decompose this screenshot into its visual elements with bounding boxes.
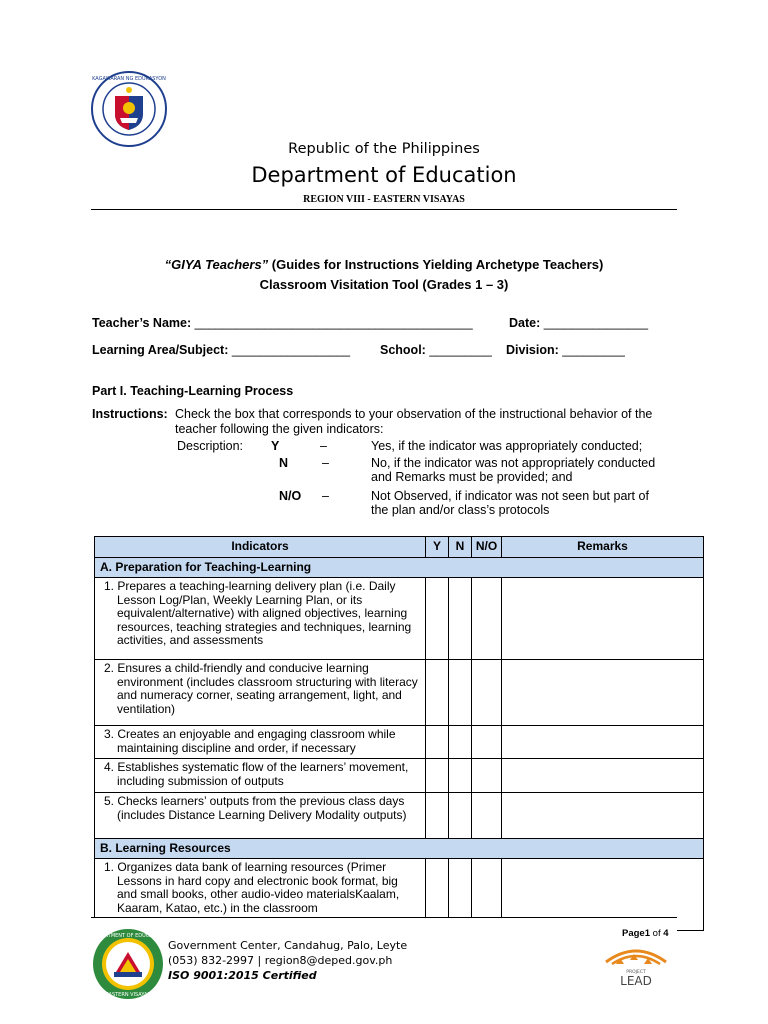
table-row — [95, 793, 704, 839]
school-field[interactable]: _________ — [425, 343, 492, 357]
page-word: Page — [622, 928, 645, 939]
legend-dash-y: – — [320, 439, 327, 453]
lead-project-text: PROJECT — [626, 970, 646, 975]
svg-text:EASTERN VISAYAS: EASTERN VISAYAS — [105, 992, 151, 998]
indicator-a1 — [95, 578, 426, 660]
legend-code-y: Y — [271, 439, 280, 453]
section-row-b — [95, 839, 704, 859]
indicator-a1-text: 1. Prepares a teaching-learning delivery plan (i.e. Daily Lesson Log/Plan, Weekly Learning Plan, or its equivalent/alternative) with aligned objectives, learning resources, teaching strategies and techniques, learning activities, and assessments — [104, 579, 412, 647]
footer-contact — [168, 938, 407, 983]
learning-area-field[interactable]: _________________ — [228, 343, 351, 357]
document-subtitle: Classroom Visitation Tool (Grades 1 – 3) — [259, 277, 509, 292]
indicator-b1-text: 1. Organizes data bank of learning resources (Primer Lessons in hard copy and electronic book format, big and small books, other audio-video materialsKaalam, Kaaram, Katao, etc.) in the classroom — [104, 860, 400, 915]
division-label: Division: — [506, 343, 559, 357]
table-row — [95, 660, 704, 726]
legend-desc-no-2: the plan and/or class’s protocols — [371, 503, 550, 517]
header-remarks: Remarks — [502, 537, 704, 558]
table-row — [95, 759, 704, 793]
table-row — [95, 726, 704, 759]
remarks-a3[interactable] — [502, 726, 704, 759]
deped-seal-logo — [90, 70, 168, 148]
checkbox-n-a5[interactable] — [449, 793, 472, 839]
page-total: 4 — [663, 928, 669, 939]
indicator-a5-text: 5. Checks learners’ outputs from the previous class days (includes Distance Learning Delivery Modality outputs) — [104, 794, 407, 822]
header-indicators: Indicators — [95, 537, 426, 558]
indicator-a2-text: 2. Ensures a child-friendly and conducive learning environment (includes classroom structuring with literacy and numeracy corner, seating arrangement, light, and ventilation) — [104, 661, 418, 716]
indicator-a3 — [95, 726, 426, 759]
remarks-a1[interactable] — [502, 578, 704, 660]
section-row-a — [95, 558, 704, 578]
legend-code-n: N — [279, 456, 289, 470]
checkbox-y-a1[interactable] — [426, 578, 449, 660]
remarks-a2[interactable] — [502, 660, 704, 726]
school-line — [380, 343, 492, 357]
division-line — [506, 343, 625, 357]
header-divider — [91, 209, 677, 210]
legend-dash-no: – — [322, 489, 329, 503]
table-row — [95, 578, 704, 660]
learning-area-label: Learning Area/Subject: — [92, 343, 229, 357]
indicator-a5 — [95, 793, 426, 839]
table-header-row — [95, 537, 704, 558]
school-label: School: — [380, 343, 426, 357]
checkbox-y-a4[interactable] — [426, 759, 449, 793]
teacher-name-field[interactable]: ________________________________________ — [191, 316, 473, 330]
checkbox-no-a5[interactable] — [472, 793, 502, 839]
page-of: of — [650, 928, 664, 939]
section-a-title: A. Preparation for Teaching-Learning — [95, 558, 704, 578]
description-label: Description: — [177, 439, 243, 453]
checkbox-n-a3[interactable] — [449, 726, 472, 759]
division-field[interactable]: _________ — [558, 343, 625, 357]
header-n: N — [449, 537, 472, 558]
footer-phone-email: (053) 832-2997 | region8@deped.gov.ph — [168, 954, 393, 967]
legend-desc-n-2: and Remarks must be provided; and — [371, 470, 573, 484]
svg-text:KAGAWARAN NG EDUKASYON: KAGAWARAN NG EDUKASYON — [92, 76, 166, 82]
checkbox-n-a1[interactable] — [449, 578, 472, 660]
header-department: Department of Education — [251, 163, 517, 187]
indicator-a3-text: 3. Creates an enjoyable and engaging classroom while maintaining discipline and order, if necessary — [104, 727, 396, 755]
remarks-a4[interactable] — [502, 759, 704, 793]
checkbox-no-a2[interactable] — [472, 660, 502, 726]
checkbox-y-a5[interactable] — [426, 793, 449, 839]
checkbox-no-a4[interactable] — [472, 759, 502, 793]
project-lead-logo — [600, 942, 672, 987]
region-viii-seal-logo — [92, 928, 164, 1000]
instructions-label: Instructions: — [92, 407, 168, 421]
title-italic: “GIYA Teachers” — [164, 257, 269, 272]
instructions-text-2: teacher following the given indicators: — [175, 422, 384, 436]
indicator-a2 — [95, 660, 426, 726]
date-field[interactable]: _______________ — [540, 316, 649, 330]
page-current: 1 — [644, 928, 651, 939]
legend-desc-y: Yes, if the indicator was appropriately conducted; — [371, 439, 643, 453]
footer-iso: ISO 9001:2015 Certified — [168, 969, 317, 982]
checkbox-y-a2[interactable] — [426, 660, 449, 726]
lead-word-text: LEAD — [620, 974, 652, 987]
title-rest: (Guides for Instructions Yielding Archetype Teachers) — [268, 257, 604, 272]
document-title — [0, 257, 768, 272]
date-line — [509, 316, 648, 330]
checkbox-no-a1[interactable] — [472, 578, 502, 660]
indicator-a4 — [95, 759, 426, 793]
page-number — [622, 928, 669, 939]
legend-desc-n-1: No, if the indicator was not appropriately conducted — [371, 456, 656, 470]
footer-address: Government Center, Candahug, Palo, Leyte — [168, 939, 408, 952]
date-label: Date: — [509, 316, 541, 330]
instructions-text-1: Check the box that corresponds to your observation of the instructional behavior of the — [175, 407, 653, 421]
checkbox-y-a3[interactable] — [426, 726, 449, 759]
checkbox-n-a2[interactable] — [449, 660, 472, 726]
header-y: Y — [426, 537, 449, 558]
remarks-a5[interactable] — [502, 793, 704, 839]
teacher-name-line — [92, 316, 473, 330]
indicator-a4-text: 4. Establishes systematic flow of the learners’ movement, including submission of outputs — [104, 760, 409, 788]
legend-dash-n: – — [322, 456, 329, 470]
header-region: REGION VIII - EASTERN VISAYAS — [303, 194, 465, 205]
part1-heading: Part I. Teaching-Learning Process — [92, 384, 294, 398]
legend-code-no: N/O — [279, 489, 302, 503]
learning-area-line — [92, 343, 350, 357]
teacher-name-label: Teacher’s Name: — [92, 316, 192, 330]
checkbox-n-a4[interactable] — [449, 759, 472, 793]
header-no: N/O — [472, 537, 502, 558]
legend-desc-no-1: Not Observed, if indicator was not seen but part of — [371, 489, 649, 503]
section-b-title: B. Learning Resources — [95, 839, 704, 859]
header-republic: Republic of the Philippines — [288, 141, 480, 157]
indicators-table — [94, 536, 704, 931]
svg-text:DEPARTMENT OF EDUCATION: DEPARTMENT OF EDUCATION — [92, 933, 164, 939]
checkbox-no-a3[interactable] — [472, 726, 502, 759]
